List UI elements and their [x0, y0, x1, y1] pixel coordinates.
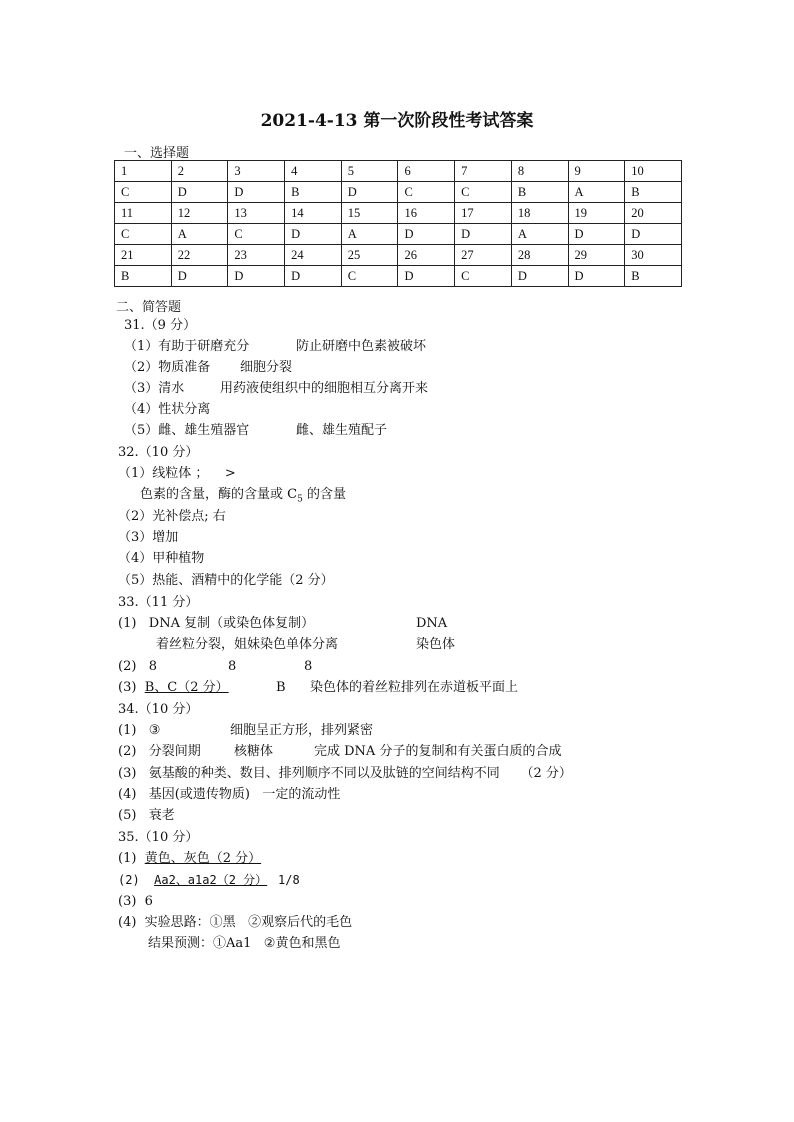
- q34-answer-1a: (1) ③: [118, 723, 161, 738]
- table-cell: 20: [625, 203, 682, 224]
- q33-answer-3c: 染色体的着丝粒排列在赤道板平面上: [310, 680, 519, 695]
- table-cell: D: [455, 224, 512, 245]
- table-cell: 29: [568, 245, 625, 266]
- q35-heading: 35.（10 分）: [118, 830, 199, 845]
- table-cell: 23: [228, 245, 285, 266]
- q33-answer-3: (3) B、C（2 分）: [118, 680, 229, 695]
- table-cell: 2: [171, 161, 228, 182]
- q31-answer-2a: （2）物质准备: [124, 360, 211, 375]
- section-heading-short-answer: 二、简答题: [116, 300, 182, 315]
- q31-answer-3a: （3）清水: [124, 381, 185, 396]
- table-cell: C: [455, 266, 512, 287]
- table-cell: 16: [398, 203, 455, 224]
- table-cell: C: [115, 182, 172, 203]
- table-cell: D: [568, 224, 625, 245]
- table-cell: D: [228, 266, 285, 287]
- table-cell: 5: [341, 161, 398, 182]
- q32-answer-5: （5）热能、酒精中的化学能（2 分）: [118, 573, 334, 588]
- table-cell: D: [285, 224, 342, 245]
- q32-answer-4: （4）甲种植物: [118, 551, 205, 566]
- table-cell: B: [115, 266, 172, 287]
- q33-answer-2a: (2) 8: [118, 659, 158, 674]
- table-cell: 10: [625, 161, 682, 182]
- section-heading-choice: 一、选择题: [124, 146, 190, 161]
- q32-answer-1: （1）线粒体 ； >: [118, 466, 236, 481]
- table-cell: 24: [285, 245, 342, 266]
- page-title: 2021-4-13 第一次阶段性考试答案: [260, 111, 534, 131]
- q33-answer-2b: 8: [228, 659, 237, 674]
- q31-answer-2b: 细胞分裂: [240, 360, 293, 375]
- table-cell: D: [228, 182, 285, 203]
- table-cell: A: [511, 224, 568, 245]
- table-row: [115, 182, 682, 203]
- q34-heading: 34.（10 分）: [118, 702, 199, 717]
- table-cell: C: [341, 266, 398, 287]
- table-cell: D: [625, 224, 682, 245]
- table-cell: 3: [228, 161, 285, 182]
- table-cell: C: [115, 224, 172, 245]
- table-cell: B: [285, 182, 342, 203]
- q31-answer-1a: （1）有助于研磨充分: [124, 339, 250, 354]
- table-cell: 26: [398, 245, 455, 266]
- q35-answer-3: (3) 6: [118, 894, 153, 909]
- table-cell: C: [398, 182, 455, 203]
- table-cell: 30: [625, 245, 682, 266]
- q35-answer-5: 结果预测：①Aa1 ②黄色和黑色: [148, 936, 341, 951]
- q34-answer-4: (4) 基因(或遗传物质) 一定的流动性: [118, 787, 341, 802]
- q33-answer-3b: B: [276, 680, 286, 695]
- table-cell: 9: [568, 161, 625, 182]
- q34-answer-2a: (2) 分裂间期: [118, 744, 201, 759]
- table-cell: A: [341, 224, 398, 245]
- table-cell: 17: [455, 203, 512, 224]
- table-cell: 7: [455, 161, 512, 182]
- table-cell: B: [511, 182, 568, 203]
- table-cell: 25: [341, 245, 398, 266]
- table-row: [115, 224, 682, 245]
- table-cell: D: [568, 266, 625, 287]
- q35-answer-2: (2) Aa2、a1a2（2 分）: [118, 873, 268, 887]
- table-row: [115, 203, 682, 224]
- table-cell: 19: [568, 203, 625, 224]
- q32-heading: 32.（10 分）: [118, 445, 199, 460]
- q34-answer-5: (5) 衰老: [118, 808, 175, 823]
- table-cell: B: [625, 266, 682, 287]
- table-cell: D: [285, 266, 342, 287]
- q33-answer-2c: 8: [304, 659, 313, 674]
- q31-answer-5b: 雌、雄生殖配子: [296, 423, 388, 438]
- q31-answer-1b: 防止研磨中色素被破坏: [296, 339, 427, 354]
- table-cell: 4: [285, 161, 342, 182]
- table-cell: B: [625, 182, 682, 203]
- table-cell: A: [171, 224, 228, 245]
- table-cell: 12: [171, 203, 228, 224]
- q33-answer-1b: DNA: [416, 616, 448, 631]
- table-cell: 8: [511, 161, 568, 182]
- table-cell: D: [171, 266, 228, 287]
- table-cell: 21: [115, 245, 172, 266]
- q34-answer-1b: 细胞呈正方形，排列紧密: [230, 723, 374, 738]
- q33-answer-1a: (1) DNA 复制（或染色体复制）: [118, 616, 315, 631]
- table-cell: D: [341, 182, 398, 203]
- table-cell: C: [228, 224, 285, 245]
- q31-heading: 31.（9 分）: [124, 318, 197, 333]
- table-row: [115, 245, 682, 266]
- table-cell: D: [511, 266, 568, 287]
- q34-answer-2b: 核糖体: [234, 744, 274, 759]
- table-cell: 1: [115, 161, 172, 182]
- q32-answer-1b: 色素的含量，酶的含量或 $C_5$ 的含量: [140, 487, 346, 505]
- answer-table: [114, 160, 682, 287]
- table-cell: 18: [511, 203, 568, 224]
- table-cell: 13: [228, 203, 285, 224]
- q33-heading: 33.（11 分）: [118, 595, 199, 610]
- table-cell: 14: [285, 203, 342, 224]
- q32-answer-3: （3）增加: [118, 530, 179, 545]
- table-row: [115, 266, 682, 287]
- table-cell: C: [455, 182, 512, 203]
- q32-answer-2: （2）光补偿点; 右: [118, 509, 226, 524]
- q31-answer-3b: 用药液使组织中的细胞相互分离开来: [220, 381, 429, 396]
- q34-answer-3: (3) 氨基酸的种类、数目、排列顺序不同以及肽链的空间结构不同 （2 分）: [118, 766, 572, 781]
- table-cell: D: [398, 224, 455, 245]
- table-cell: 28: [511, 245, 568, 266]
- table-row: [115, 161, 682, 182]
- table-cell: A: [568, 182, 625, 203]
- q35-answer-1: (1) 黄色、灰色（2 分）: [118, 851, 262, 866]
- q34-answer-2c: 完成 DNA 分子的复制和有关蛋白质的合成: [314, 744, 562, 759]
- q35-answer-2b: 1/8: [278, 873, 300, 887]
- table-cell: 11: [115, 203, 172, 224]
- q31-answer-4: （4）性状分离: [124, 402, 211, 417]
- table-cell: 22: [171, 245, 228, 266]
- table-cell: 6: [398, 161, 455, 182]
- table-cell: 27: [455, 245, 512, 266]
- q33-answer-1c: 着丝粒分裂，姐妹染色单体分离: [156, 637, 339, 652]
- q33-answer-1d: 染色体: [416, 637, 456, 652]
- q35-answer-4: (4) 实验思路：①黑 ②观察后代的毛色: [118, 915, 353, 930]
- table-cell: 15: [341, 203, 398, 224]
- table-cell: D: [171, 182, 228, 203]
- table-cell: D: [398, 266, 455, 287]
- q31-answer-5a: （5）雌、雄生殖器官: [124, 423, 250, 438]
